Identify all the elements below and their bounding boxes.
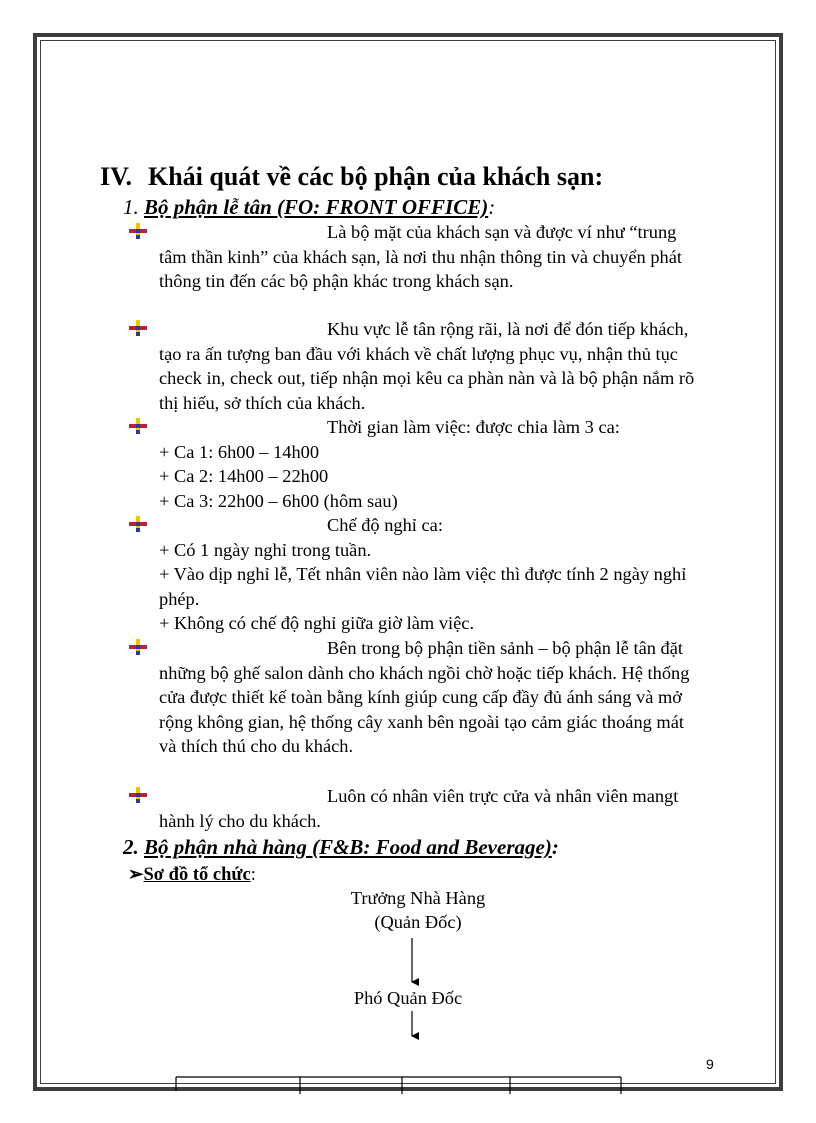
- rest-rule-1: + Có 1 ngày nghỉ trong tuần.: [159, 539, 372, 560]
- org-node-deputy-title: Phó Quản Đốc: [353, 988, 463, 1008]
- subsection-1-colon: :: [488, 195, 496, 219]
- org-chart-title: Sơ đồ tổ chức: [143, 865, 251, 885]
- rest-rule-3: + Không có chế độ nghỉ giữa giờ làm việc.: [159, 613, 475, 634]
- bullet-4-line: Chế độ nghỉ ca:: [327, 515, 443, 535]
- org-chart-colon: :: [250, 865, 256, 885]
- shift-1: + Ca 1: 6h00 – 14h00: [159, 441, 320, 462]
- rest-rule-2: + Vào dịp nghỉ lễ, Tết nhân viên nào làm việc thì được tính 2 ngày nghỉ phép.: [159, 564, 687, 609]
- page-number: 9: [706, 1056, 714, 1072]
- subsection-1-number: 1.: [123, 195, 139, 219]
- arrow-bullet-icon: ➢: [128, 865, 144, 885]
- bullet-6-line: Luôn có nhân viên trực cửa và nhân viên mangt hành lý cho du khách.: [159, 786, 679, 831]
- subsection-2-title: Bộ phận nhà hàng (F&B: Food and Beverage): [144, 835, 552, 859]
- shift-2: + Ca 2: 14h00 – 22h00: [159, 466, 329, 487]
- subsection-1-title: Bộ phận lễ tân (FO: FRONT OFFICE): [144, 195, 489, 219]
- subsection-2-number: 2.: [123, 835, 139, 859]
- section-title: Khái quát về các bộ phận của khách sạn:: [148, 162, 604, 191]
- bullet-5-line: Bên trong bộ phận tiền sảnh – bộ phận lễ tân đặt những bộ ghế salon dành cho khách ngồi chờ hoặc tiếp khách. Hệ thống cửa được thiết kế toàn bằng kính giúp cung cấp đầy đủ ánh sáng và mở rộng không gian, hệ thống cây xanh bên ngoài tạo cảm giác thoáng mát và thích thú cho du khách.: [159, 638, 690, 757]
- org-branch-line: [176, 1077, 621, 1094]
- subsection-2-colon: :: [551, 835, 559, 859]
- section-number: IV.: [100, 162, 133, 191]
- bullet-3-line: Thời gian làm việc: được chia làm 3 ca:: [327, 417, 620, 437]
- shift-3: + Ca 3: 22h00 – 6h00 (hôm sau): [159, 490, 398, 511]
- org-node-manager-title: Trưởng Nhà Hàng: [350, 888, 486, 908]
- bullet-2-line: Khu vực lễ tân rộng rãi, là nơi để đón tiếp khách, tạo ra ấn tượng ban đầu với khách về chất lượng phục vụ, nhận thủ tục check in, check out, tiếp nhận mọi kêu ca phàn nàn và là bộ phận nắm rõ thị hiếu, sở thích của khách.: [159, 319, 695, 413]
- bullet-1-line: Là bộ mặt của khách sạn và được ví như “trung tâm thần kinh” của khách sạn, là nơi thu nhận thông tin và chuyển phát thông tin đến các bộ phận khác trong khách sạn.: [159, 222, 682, 292]
- org-node-manager-subtitle: (Quản Đốc): [374, 912, 462, 932]
